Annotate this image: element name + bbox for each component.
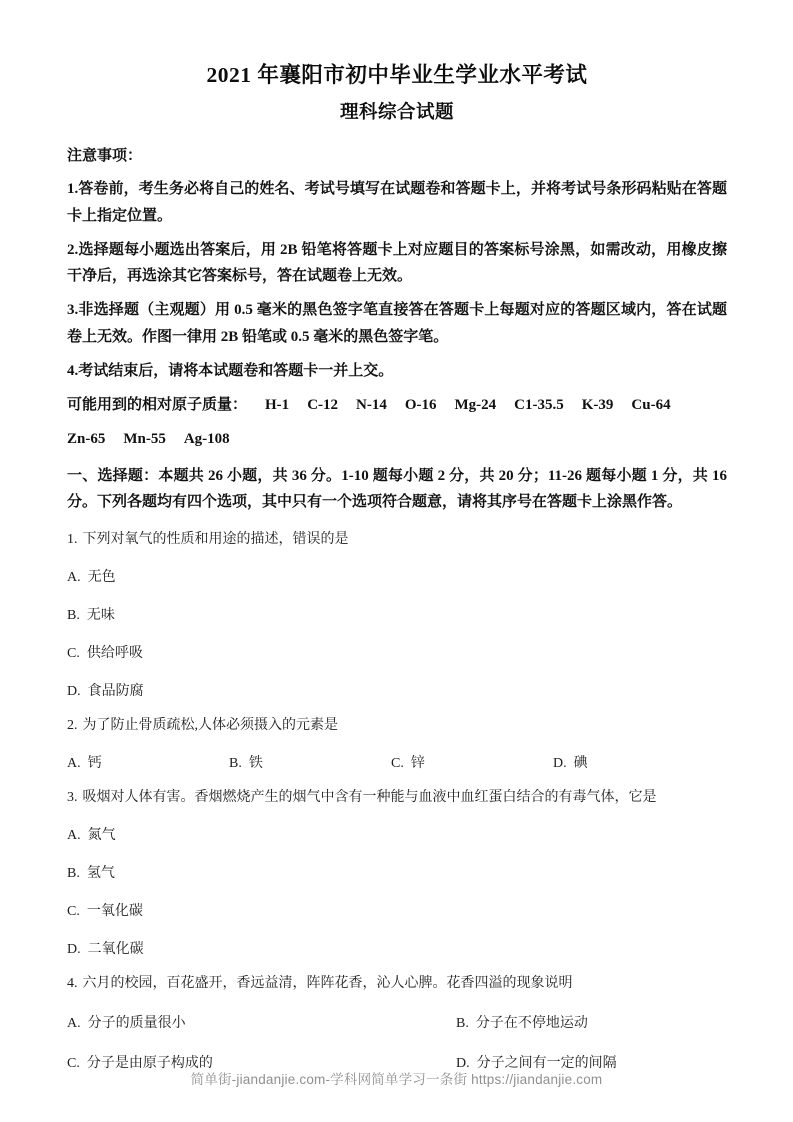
question-1-option-c[interactable] xyxy=(67,626,727,664)
question-1-option-a[interactable] xyxy=(67,550,727,588)
question-3 xyxy=(67,774,727,960)
option-letter: A. xyxy=(67,569,81,585)
atomic-mass-mg: Mg-24 xyxy=(454,397,497,413)
option-letter: C. xyxy=(67,645,80,661)
option-label: 碘 xyxy=(573,755,588,771)
question-1-option-b[interactable] xyxy=(67,588,727,626)
option-label: 氢气 xyxy=(86,865,115,881)
page-content xyxy=(67,0,727,1074)
option-letter: C. xyxy=(391,755,404,771)
question-4 xyxy=(67,960,727,1074)
option-letter: B. xyxy=(67,607,80,623)
option-letter: D. xyxy=(553,755,567,771)
question-3-stem xyxy=(67,787,727,808)
option-letter: A. xyxy=(67,827,81,843)
notice-item-3: 3.非选择题（主观题）用 0.5 毫米的黑色签字笔直接答在答题卡上每题对应的答题区域内，答在试题卷上无效。作图一律用 2B 铅笔或 0.5 毫米的黑色签字笔。 xyxy=(67,302,727,345)
question-1-stem xyxy=(67,529,727,550)
atomic-mass-k: K-39 xyxy=(581,397,614,413)
question-3-option-c[interactable] xyxy=(67,884,727,922)
question-2-number: 2. xyxy=(67,717,78,733)
atomic-mass-h: H-1 xyxy=(265,397,290,413)
page-subtitle: 理科综合试题 xyxy=(339,102,454,123)
atomic-mass-n: N-14 xyxy=(356,397,387,413)
option-label: 锌 xyxy=(410,755,425,771)
option-label: 食品防腐 xyxy=(87,683,144,699)
question-3-options xyxy=(67,808,727,960)
question-2-option-c[interactable] xyxy=(391,753,553,774)
option-letter: C. xyxy=(67,903,80,919)
option-label: 钙 xyxy=(87,755,102,771)
question-3-number: 3. xyxy=(67,789,78,805)
question-3-option-d[interactable] xyxy=(67,922,727,960)
option-label: 一氧化碳 xyxy=(86,903,143,919)
option-label: 供给呼吸 xyxy=(86,645,143,661)
atomic-mass-cl: C1-35.5 xyxy=(514,397,564,413)
option-letter: A. xyxy=(67,755,81,771)
question-4-number: 4. xyxy=(67,975,78,991)
question-4-stem xyxy=(67,973,727,994)
question-1 xyxy=(67,516,727,702)
question-2-text: 为了防止骨质疏松,人体必须摄入的元素是 xyxy=(82,717,338,733)
option-label: 铁 xyxy=(248,755,263,771)
question-1-option-d[interactable] xyxy=(67,664,727,702)
option-letter: D. xyxy=(67,683,81,699)
question-2-option-a[interactable] xyxy=(67,753,229,774)
page-title: 2021 年襄阳市初中毕业生学业水平考试 xyxy=(206,63,588,87)
option-letter: C. xyxy=(67,1055,80,1071)
option-letter: B. xyxy=(456,1015,469,1031)
question-3-option-a[interactable] xyxy=(67,808,727,846)
question-4-options xyxy=(67,994,727,1074)
option-letter: A. xyxy=(67,1015,81,1031)
atomic-mass-ag: Ag-108 xyxy=(183,431,230,448)
option-label: 分子之间有一定的间隔 xyxy=(476,1055,617,1071)
question-2-option-d[interactable] xyxy=(553,753,715,774)
question-1-options xyxy=(67,550,727,702)
atomic-mass-zn: Zn-65 xyxy=(67,431,106,448)
option-letter: D. xyxy=(456,1055,470,1071)
option-letter: D. xyxy=(67,941,81,957)
atomic-mass-line-2 xyxy=(67,418,727,452)
atomic-mass-cu: Cu-64 xyxy=(631,397,671,413)
question-3-option-b[interactable] xyxy=(67,846,727,884)
option-letter: B. xyxy=(229,755,242,771)
notice-heading: 注意事项： xyxy=(67,148,143,164)
question-4-text: 六月的校园，百花盛开，香远益清，阵阵花香，沁人心脾。花香四溢的现象说明 xyxy=(82,975,573,991)
notice-item-4: 4.考试结束后，请将本试题卷和答题卡一并上交。 xyxy=(67,362,394,379)
question-2-stem xyxy=(67,715,727,736)
option-label: 分子是由原子构成的 xyxy=(86,1055,213,1071)
section-heading-multiple-choice: 一、选择题：本题共 26 小题，共 36 分。1-10 题每小题 2 分，共 20 分；11-26 题每小题 1 分，共 16 分。下列各题均有四个选项，其中只有一个选项符合题意，请将其序号在答题卡上涂黑作答。 xyxy=(67,467,727,511)
option-label: 分子在不停地运动 xyxy=(475,1015,588,1031)
atomic-mass-c: C-12 xyxy=(307,397,339,413)
atomic-mass-label: 可能用到的相对原子质量： xyxy=(67,397,248,413)
option-label: 氮气 xyxy=(87,827,116,843)
notice-item-2: 2.选择题每小题选出答案后，用 2B 铅笔将答题卡上对应题目的答案标号涂黑，如需改动，用橡皮擦干净后，再选涂其它答案标号，答在试题卷上无效。 xyxy=(67,241,727,284)
question-3-text: 吸烟对人体有害。香烟燃烧产生的烟气中含有一种能与血液中血红蛋白结合的有毒气体，它是 xyxy=(82,789,657,805)
option-label: 分子的质量很小 xyxy=(87,1015,186,1031)
question-2-options xyxy=(67,736,727,774)
option-label: 二氧化碳 xyxy=(87,941,144,957)
question-4-option-a[interactable] xyxy=(67,994,397,1034)
question-2 xyxy=(67,702,727,774)
atomic-mass-line-1 xyxy=(67,384,727,418)
question-2-option-b[interactable] xyxy=(229,753,391,774)
question-1-text: 下列对氧气的性质和用途的描述，错误的是 xyxy=(82,531,349,547)
notice-item-1: 1.答卷前，考生务必将自己的姓名、考试号填写在试题卷和答题卡上，并将考试号条形码粘贴在答题卡上指定位置。 xyxy=(67,181,727,224)
question-1-number: 1. xyxy=(67,531,78,547)
option-letter: B. xyxy=(67,865,80,881)
footer-watermark: 简单街-jiandanjie.com-学科网简单学习一条街 https://jiandanjie.com xyxy=(190,1072,603,1087)
option-label: 无味 xyxy=(86,607,115,623)
option-label: 无色 xyxy=(87,569,116,585)
question-4-option-b[interactable] xyxy=(397,994,727,1034)
atomic-mass-o: O-16 xyxy=(404,397,437,413)
atomic-mass-mn: Mn-55 xyxy=(123,431,166,448)
